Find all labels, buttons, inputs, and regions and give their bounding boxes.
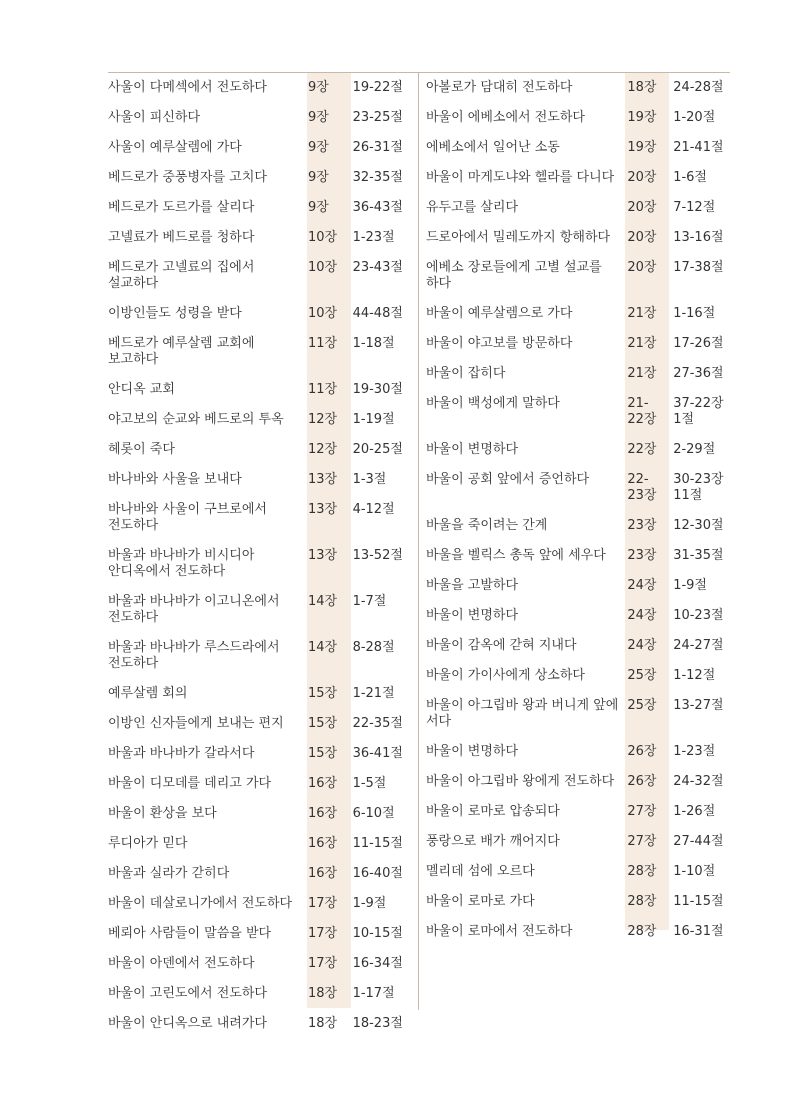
left-column [108,73,408,1039]
chapter-number: 13장 [307,502,338,517]
chapter-number: 9장 [307,170,329,185]
table-row [108,799,408,829]
table-row [108,709,408,739]
section-title: 바울이 로마로 압송되다 [426,804,560,819]
section-title: 드로아에서 밀레도까지 항해하다 [426,230,611,245]
chapter-number: 26장 [627,744,657,759]
chapter-number: 23장 [627,518,657,533]
table-row [426,601,730,631]
chapter-number: 14장 [307,594,338,609]
section-title: 바울과 실라가 갇히다 [108,866,230,881]
verse-range: 1-10절 [673,864,716,879]
chapter-number: 16장 [307,836,338,851]
table-row [108,329,408,375]
section-title: 바울이 변명하다 [426,442,519,457]
verse-range: 1-3절 [352,472,387,487]
table-row [426,887,730,917]
section-title: 바울이 잡히다 [426,366,506,381]
table-row [108,163,408,193]
verse-range: 23-43절 [352,260,403,275]
verse-range: 16-40절 [352,866,403,881]
table-row [108,769,408,799]
table-row [108,829,408,859]
verse-range: 1-23절 [673,744,716,759]
table-row [108,193,408,223]
section-title: 에베소에서 일어난 소동 [426,140,560,155]
column-divider [418,73,419,1010]
table-row [426,389,730,435]
table-row [108,979,408,1009]
section-title: 베드로가 도르가를 살리다 [108,200,255,215]
chapter-number: 18장 [307,1016,338,1031]
verse-range: 11-15절 [673,894,724,909]
verse-range: 1-5절 [352,776,387,791]
table-row [426,223,730,253]
chapter-number: 15장 [307,716,338,731]
right-rows [426,73,730,947]
chapter-number: 12장 [307,412,338,427]
section-title: 안디옥 교회 [108,382,175,397]
table-row [108,679,408,709]
verse-range: 1-16절 [673,306,716,321]
section-title: 베드로가 고넬료의 집에서 설교하다 [108,260,255,291]
table-row [426,73,730,103]
table-row [108,405,408,435]
verse-range: 21-41절 [673,140,724,155]
section-title: 사울이 다메섹에서 전도하다 [108,80,267,95]
chapter-number: 17장 [307,896,338,911]
verse-range: 24-28절 [673,80,724,95]
verse-range: 4-12절 [352,502,395,517]
section-title: 바울이 감옥에 갇혀 지내다 [426,638,577,653]
chapter-number: 27장 [627,834,657,849]
chapter-number: 21장 [627,336,657,351]
chapter-number: 9장 [307,80,329,95]
chapter-number: 20장 [627,170,657,185]
table-row [426,917,730,947]
section-title: 바울을 벨릭스 총독 앞에 세우다 [426,548,606,563]
chapter-number: 21장 [627,366,657,381]
verse-range: 1-7절 [352,594,387,609]
table-row [426,631,730,661]
verse-range: 1-20절 [673,110,716,125]
verse-range: 1-26절 [673,804,716,819]
verse-range: 24-32절 [673,774,724,789]
verse-range: 27-44절 [673,834,724,849]
table-row [426,359,730,389]
verse-range: 31-35절 [673,548,724,563]
chapter-number: 13장 [307,548,338,563]
table-row [426,103,730,133]
table-row [426,163,730,193]
table-row [108,739,408,769]
section-title: 바울이 백성에게 말하다 [426,396,560,411]
verse-range: 1-23절 [352,230,395,245]
table-row [108,103,408,133]
table-row [108,889,408,919]
section-title: 바울이 공회 앞에서 증언하다 [426,472,590,487]
verse-range: 1-12절 [673,668,716,683]
chapter-number: 9장 [307,200,329,215]
section-title: 바울과 바나바가 갈라서다 [108,746,255,761]
chapter-number: 11장 [307,336,338,351]
chapter-number: 13장 [307,472,338,487]
verse-range: 17-38절 [673,260,724,275]
chapter-number: 25장 [627,668,657,683]
chapter-number: 20장 [627,260,657,275]
table-row [426,797,730,827]
table-row [108,633,408,679]
chapter-number: 10장 [307,260,338,275]
section-title: 사울이 피신하다 [108,110,201,125]
section-title: 바울이 데살로니가에서 전도하다 [108,896,293,911]
table-row [426,133,730,163]
table-row [108,587,408,633]
section-title: 바울이 로마로 가다 [426,894,535,909]
section-title: 바울이 디모데를 데리고 가다 [108,776,272,791]
verse-range: 10-15절 [352,926,403,941]
verse-range: 12-30절 [673,518,724,533]
chapter-number: 20장 [627,230,657,245]
section-title: 베드로가 예루살렘 교회에 보고하다 [108,336,255,367]
verse-range: 32-35절 [352,170,403,185]
table-row [108,495,408,541]
chapter-number: 26장 [627,774,657,789]
chapter-number: 16장 [307,806,338,821]
table-row [108,435,408,465]
section-title: 유두고를 살리다 [426,200,519,215]
section-title: 베드로가 중풍병자를 고치다 [108,170,267,185]
chapter-number: 25장 [627,698,657,713]
table-row [108,919,408,949]
chapter-number: 16장 [307,866,338,881]
verse-range: 1-6절 [673,170,707,185]
verse-range: 26-31절 [352,140,403,155]
verse-range: 37-22장 1절 [673,396,724,427]
table-row [426,465,730,511]
chapter-number: 17장 [307,926,338,941]
chapter-number: 10장 [307,306,338,321]
section-title: 야고보의 순교와 베드로의 투옥 [108,412,284,427]
section-title: 이방인들도 성령을 받다 [108,306,242,321]
chapter-number: 28장 [627,864,657,879]
verse-range: 17-26절 [673,336,724,351]
verse-range: 19-30절 [352,382,403,397]
table-row [108,541,408,587]
verse-range: 8-28절 [352,640,395,655]
table-row [108,949,408,979]
table-row [108,859,408,889]
section-title: 바나바와 사울이 구브로에서 전도하다 [108,502,267,533]
section-title: 바울이 예루살렘으로 가다 [426,306,573,321]
section-title: 바울을 죽이려는 간계 [426,518,548,533]
chapter-number: 11장 [307,382,338,397]
chapter-number: 18장 [307,986,338,1001]
table-row [426,661,730,691]
chapter-number: 10장 [307,230,338,245]
section-title: 베뢰아 사람들이 말씀을 받다 [108,926,272,941]
section-title: 바울과 바나바가 루스드라에서 전도하다 [108,640,280,671]
section-title: 바울이 변명하다 [426,608,519,623]
section-title: 풍랑으로 배가 깨어지다 [426,834,560,849]
table-row [426,541,730,571]
verse-range: 16-31절 [673,924,724,939]
chapter-number: 24장 [627,638,657,653]
section-title: 바울과 바나바가 비시디아 안디옥에서 전도하다 [108,548,255,579]
section-title: 사울이 예루살렘에 가다 [108,140,242,155]
chapter-number: 23장 [627,548,657,563]
verse-range: 44-48절 [352,306,403,321]
chapter-number: 17장 [307,956,338,971]
section-title: 바울과 바나바가 이고니온에서 전도하다 [108,594,280,625]
table-row [426,571,730,601]
table-row [426,767,730,797]
section-title: 바울이 아그립바 왕과 버니게 앞에 서다 [426,698,619,729]
verse-range: 6-10절 [352,806,395,821]
table-row [108,465,408,495]
table-row [426,827,730,857]
verse-range: 36-43절 [352,200,403,215]
table-row [108,223,408,253]
section-title: 멜리데 섬에 오르다 [426,864,535,879]
section-title: 루디아가 믿다 [108,836,188,851]
verse-range: 13-52절 [352,548,403,563]
chapter-number: 16장 [307,776,338,791]
chapter-number: 20장 [627,200,657,215]
verse-range: 1-21절 [352,686,395,701]
verse-range: 1-9절 [352,896,387,911]
section-title: 예루살렘 회의 [108,686,188,701]
verse-range: 24-27절 [673,638,724,653]
right-column [426,73,730,947]
table-row [108,253,408,299]
verse-range: 7-12절 [673,200,716,215]
table-row [426,329,730,359]
chapter-number: 22-23장 [627,472,657,503]
section-title: 바울이 야고보를 방문하다 [426,336,573,351]
chapter-number: 15장 [307,746,338,761]
chapter-number: 19장 [627,110,657,125]
verse-range: 11-15절 [352,836,403,851]
section-title: 바울이 변명하다 [426,744,519,759]
verse-range: 13-16절 [673,230,724,245]
verse-range: 23-25절 [352,110,403,125]
table-row [108,375,408,405]
chapter-number: 21장 [627,306,657,321]
chapter-number: 24장 [627,578,657,593]
table-row [426,253,730,299]
section-title: 바울이 고린도에서 전도하다 [108,986,267,1001]
section-title: 바울이 에베소에서 전도하다 [426,110,585,125]
chapter-number: 19장 [627,140,657,155]
section-title: 에베소 장로들에게 고별 설교를 하다 [426,260,602,291]
chapter-number: 9장 [307,110,329,125]
verse-range: 1-17절 [352,986,395,1001]
table-row [426,511,730,541]
section-title: 바울을 고발하다 [426,578,519,593]
table-row [426,857,730,887]
section-title: 바울이 로마에서 전도하다 [426,924,573,939]
section-title: 아볼로가 담대히 전도하다 [426,80,573,95]
chapter-number: 12장 [307,442,338,457]
table-row [108,299,408,329]
section-title: 헤롯이 죽다 [108,442,175,457]
verse-range: 2-29절 [673,442,716,457]
section-title: 바나바와 사울을 보내다 [108,472,242,487]
verse-range: 20-25절 [352,442,403,457]
section-title: 고넬료가 베드로를 청하다 [108,230,255,245]
verse-range: 22-35절 [352,716,403,731]
section-title: 바울이 아덴에서 전도하다 [108,956,255,971]
chapter-number: 24장 [627,608,657,623]
table-row [426,691,730,737]
verse-range: 1-18절 [352,336,395,351]
table-row [108,73,408,103]
section-title: 바울이 안디옥으로 내려가다 [108,1016,267,1031]
chapter-number: 9장 [307,140,329,155]
table-row [426,193,730,223]
verse-range: 1-19절 [352,412,395,427]
verse-range: 1-9절 [673,578,707,593]
verse-range: 10-23절 [673,608,724,623]
verse-range: 16-34절 [352,956,403,971]
verse-range: 27-36절 [673,366,724,381]
section-title: 바울이 아그립바 왕에게 전도하다 [426,774,615,789]
chapter-number: 28장 [627,924,657,939]
chapter-number: 15장 [307,686,338,701]
chapter-number: 22장 [627,442,657,457]
table-row [426,737,730,767]
section-title: 바울이 마게도냐와 헬라를 다니다 [426,170,615,185]
chapter-number: 18장 [627,80,657,95]
table-row [108,133,408,163]
verse-range: 19-22절 [352,80,403,95]
table-row [426,299,730,329]
section-title: 바울이 가이사에게 상소하다 [426,668,585,683]
verse-range: 36-41절 [352,746,403,761]
chapter-number: 14장 [307,640,338,655]
chapter-number: 27장 [627,804,657,819]
chapter-number: 21-22장 [627,396,657,427]
left-rows [108,73,408,1039]
chapter-number: 28장 [627,894,657,909]
table-row [108,1009,408,1039]
verse-range: 18-23절 [352,1016,403,1031]
table-row [426,435,730,465]
section-title: 바울이 환상을 보다 [108,806,217,821]
verse-range: 13-27절 [673,698,724,713]
verse-range: 30-23장 11절 [673,472,724,503]
section-title: 이방인 신자들에게 보내는 편지 [108,716,284,731]
